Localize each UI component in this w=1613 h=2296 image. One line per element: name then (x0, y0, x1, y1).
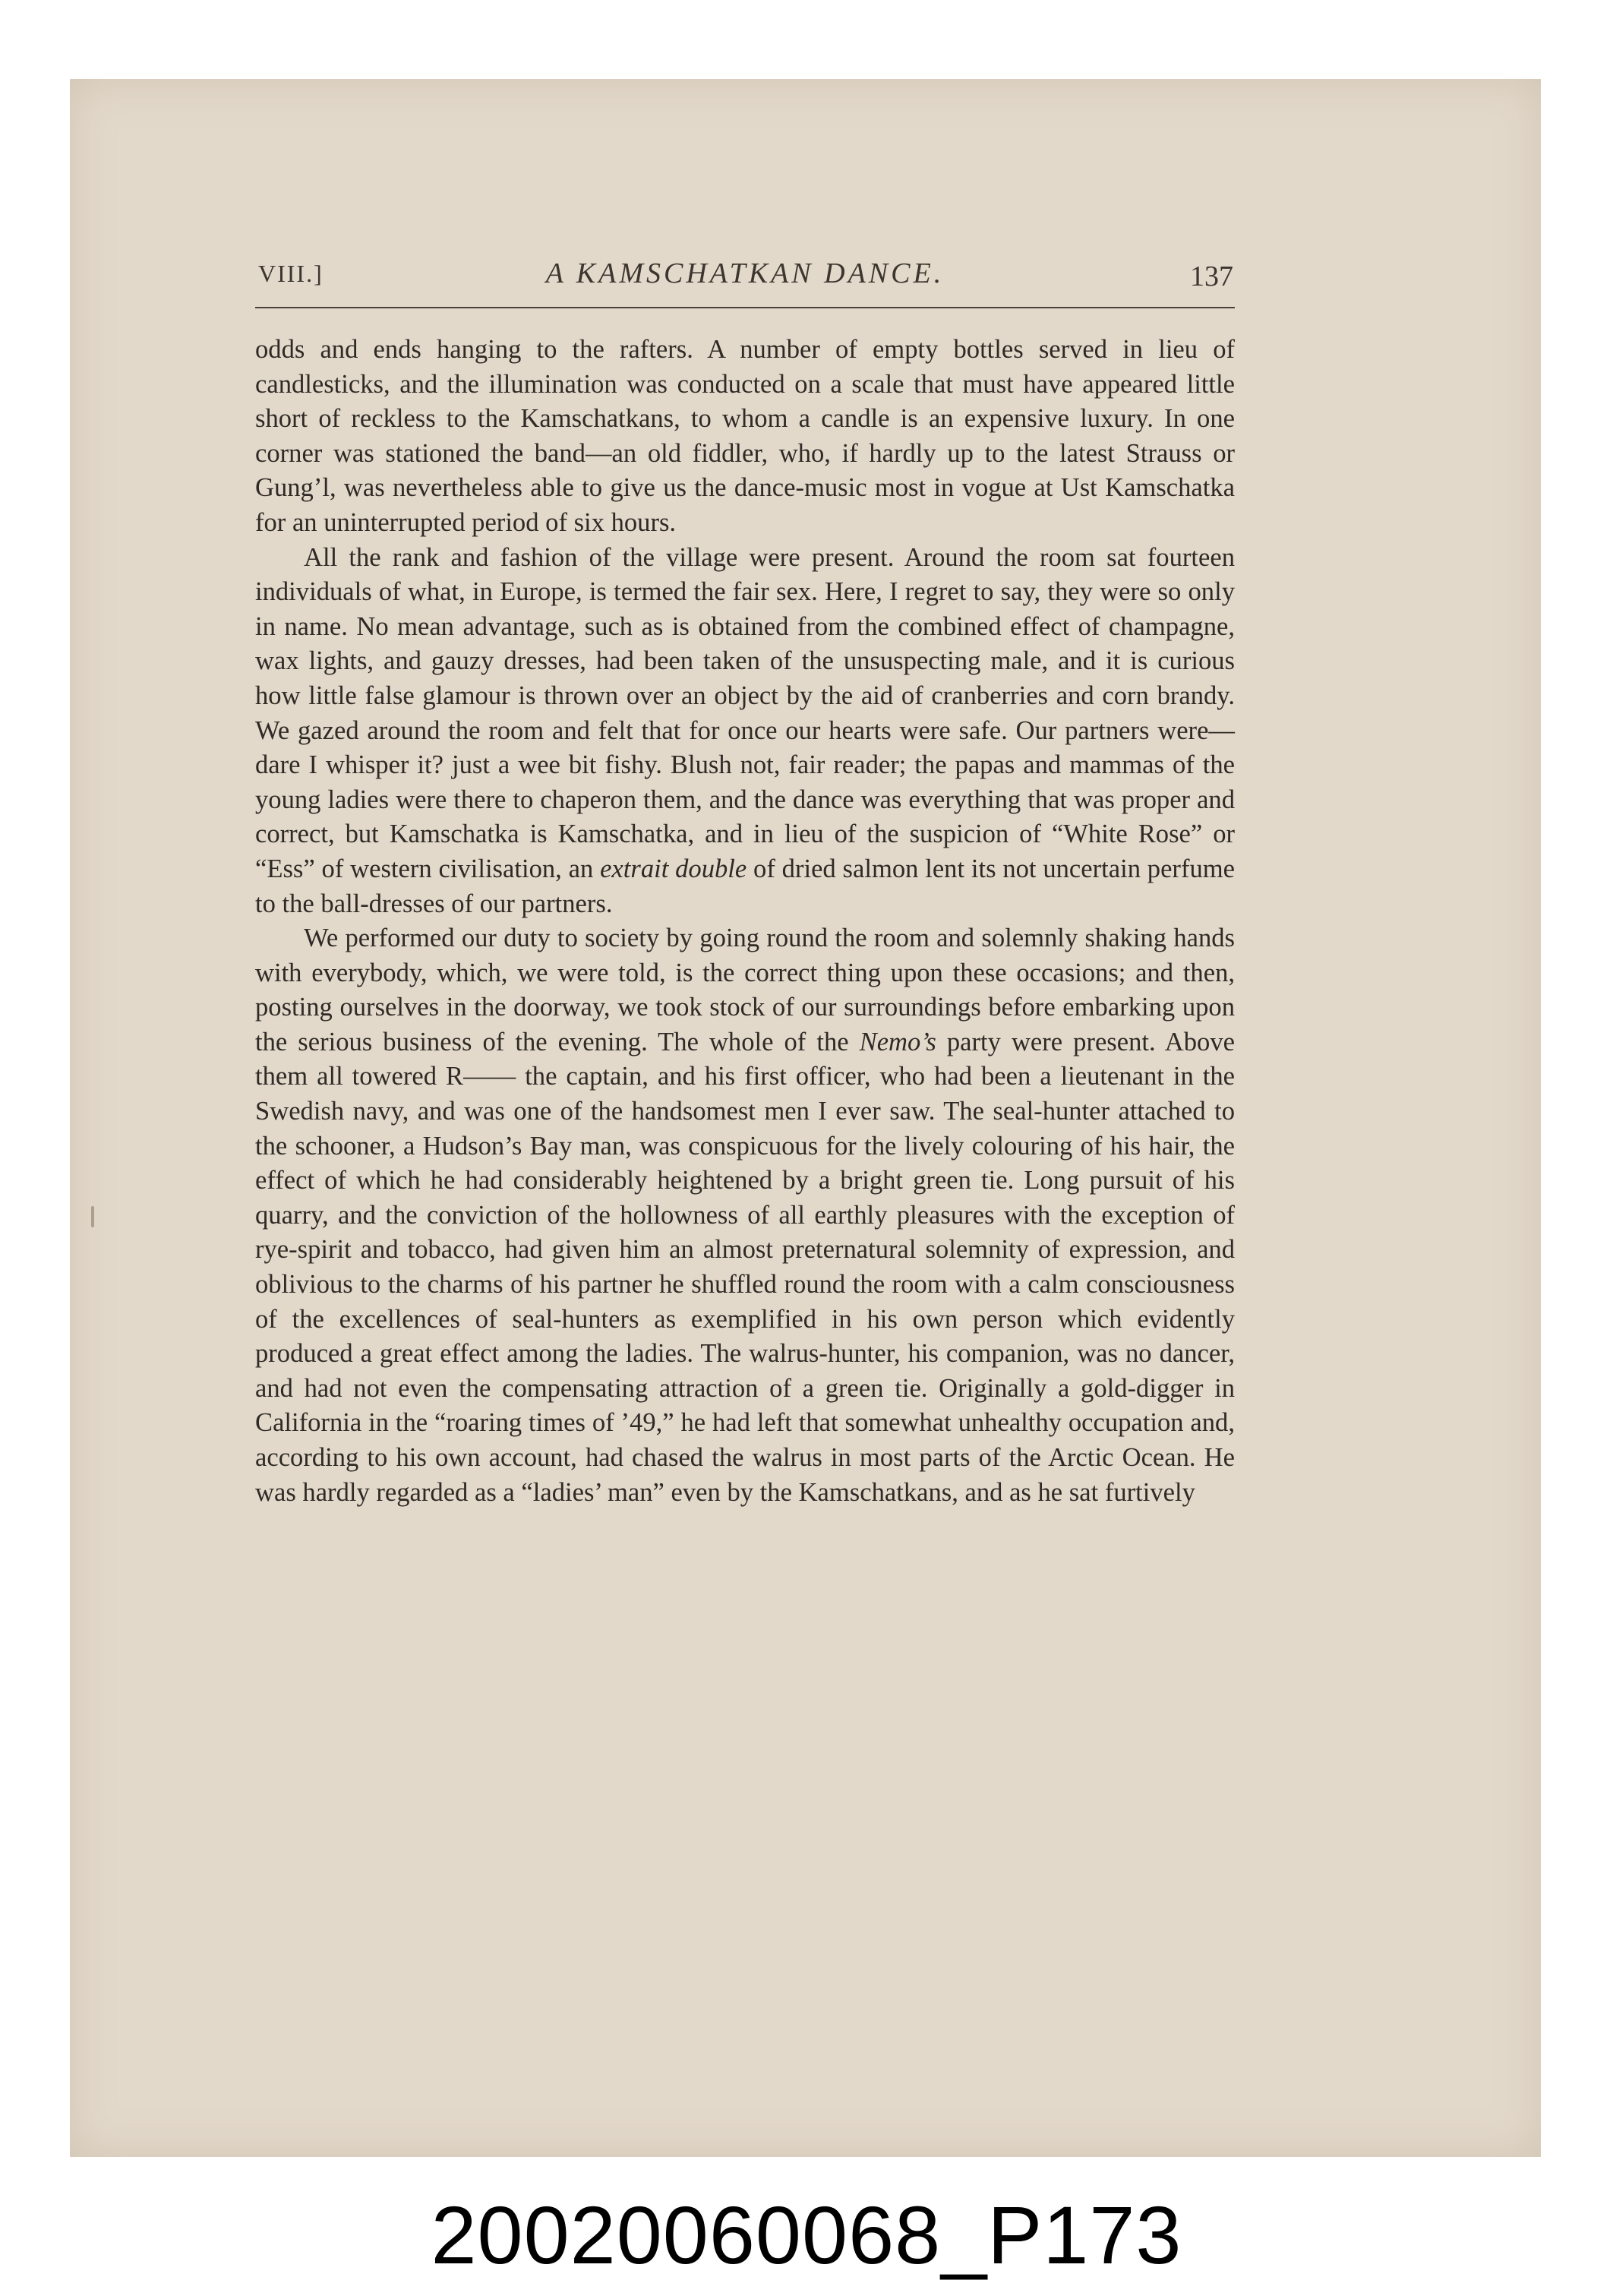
running-header (255, 257, 1235, 302)
margin-mark (91, 1206, 94, 1227)
italic-text: extrait double (600, 854, 747, 883)
catalog-id: 20020060068_P173 (431, 2189, 1182, 2281)
body-text (255, 333, 1235, 1510)
chapter-number: VIII.] (258, 260, 324, 287)
text-run: All the rank and fashion of the village were present. Around the room sat fourteen individuals of what, in Europe, is termed the fair sex. Here, I regret to say, they were so only in name. No mean advantage, such as is obtained from the combined effect of champagne, wax lights, and gauzy dresses, had been taken of the unsuspecting male, and it is curious how little false glamour is thrown over an object by the aid of cranberries and corn brandy. We gazed around the room and felt that for once our hearts were safe. Our partners were—dare I whisper it? just a wee bit fishy. Blush not, fair reader; the papas and mammas of the young ladies were there to chaperon them, and the dance was everything that was proper and correct, but Kamschatka is Kamschatka, and in lieu of the suspicion of “White Rose” or “Ess” of western civilisation, an (255, 542, 1235, 883)
paragraph (255, 921, 1235, 1510)
paragraph (255, 541, 1235, 922)
text-run: of dried salmon lent its not uncertain perfume to the ball-dresses of our partners. (255, 854, 1235, 918)
page-number: 137 (1190, 261, 1233, 292)
text-run: party were present. Above them all towered R—— the captain, and his first officer, who had been a lieutenant in the Swedish navy, and was one of the handsomest men I ever saw. The seal-hunter attached to the schooner, a Hudson’s Bay man, was conspicuous for the lively colouring of his hair, the effect of which he had considerably heightened by a bright green tie. Long pursuit of his quarry, and the conviction of the hollowness of all earthly pleasures with the exception of rye-spirit and tobacco, had given him an almost preternatural solemnity of expression, and oblivious to the charms of his partner he shuffled round the room with a calm consciousness of the excellences of seal-hunters as exemplified in his own person which evidently produced a great effect among the ladies. The walrus-hunter, his companion, was no dancer, and had not even the compensating attraction of a green tie. Originally a gold-digger in California in the “roaring times of ’49,” he had left that somewhat unhealthy occupation and, according to his own account, had chased the walrus in most parts of the Arctic Ocean. He was hardly regarded as a “ladies’ man” even by the Kamschatkans, and as he sat furtively (255, 1027, 1235, 1507)
text-run: odds and ends hanging to the rafters. A number of empty bottles served in lieu of candlesticks, and the illumination was conducted on a scale that must have appeared little short of reckless to the Kamschatkans, to whom a candle is an expensive luxury. In one corner was stationed the band—an old fiddler, who, if hardly up to the latest Strauss or Gung’l, was nevertheless able to give us the dance-music most in vogue at Ust Kamschatka for an uninterrupted period of six hours. (255, 335, 1235, 537)
italic-text: Nemo’s (859, 1027, 936, 1056)
header-rule (255, 307, 1235, 308)
running-title: A KAMSCHATKAN DANCE. (545, 257, 945, 289)
paragraph (255, 333, 1235, 541)
text-run: We performed our duty to society by going round the room and solemnly shaking hands with everybody, which, we were told, is the correct thing upon these occasions; and then, posting ourselves in the doorway, we took stock of our surroundings before embarking upon the serious business of the evening. The whole of the (255, 924, 1235, 1056)
